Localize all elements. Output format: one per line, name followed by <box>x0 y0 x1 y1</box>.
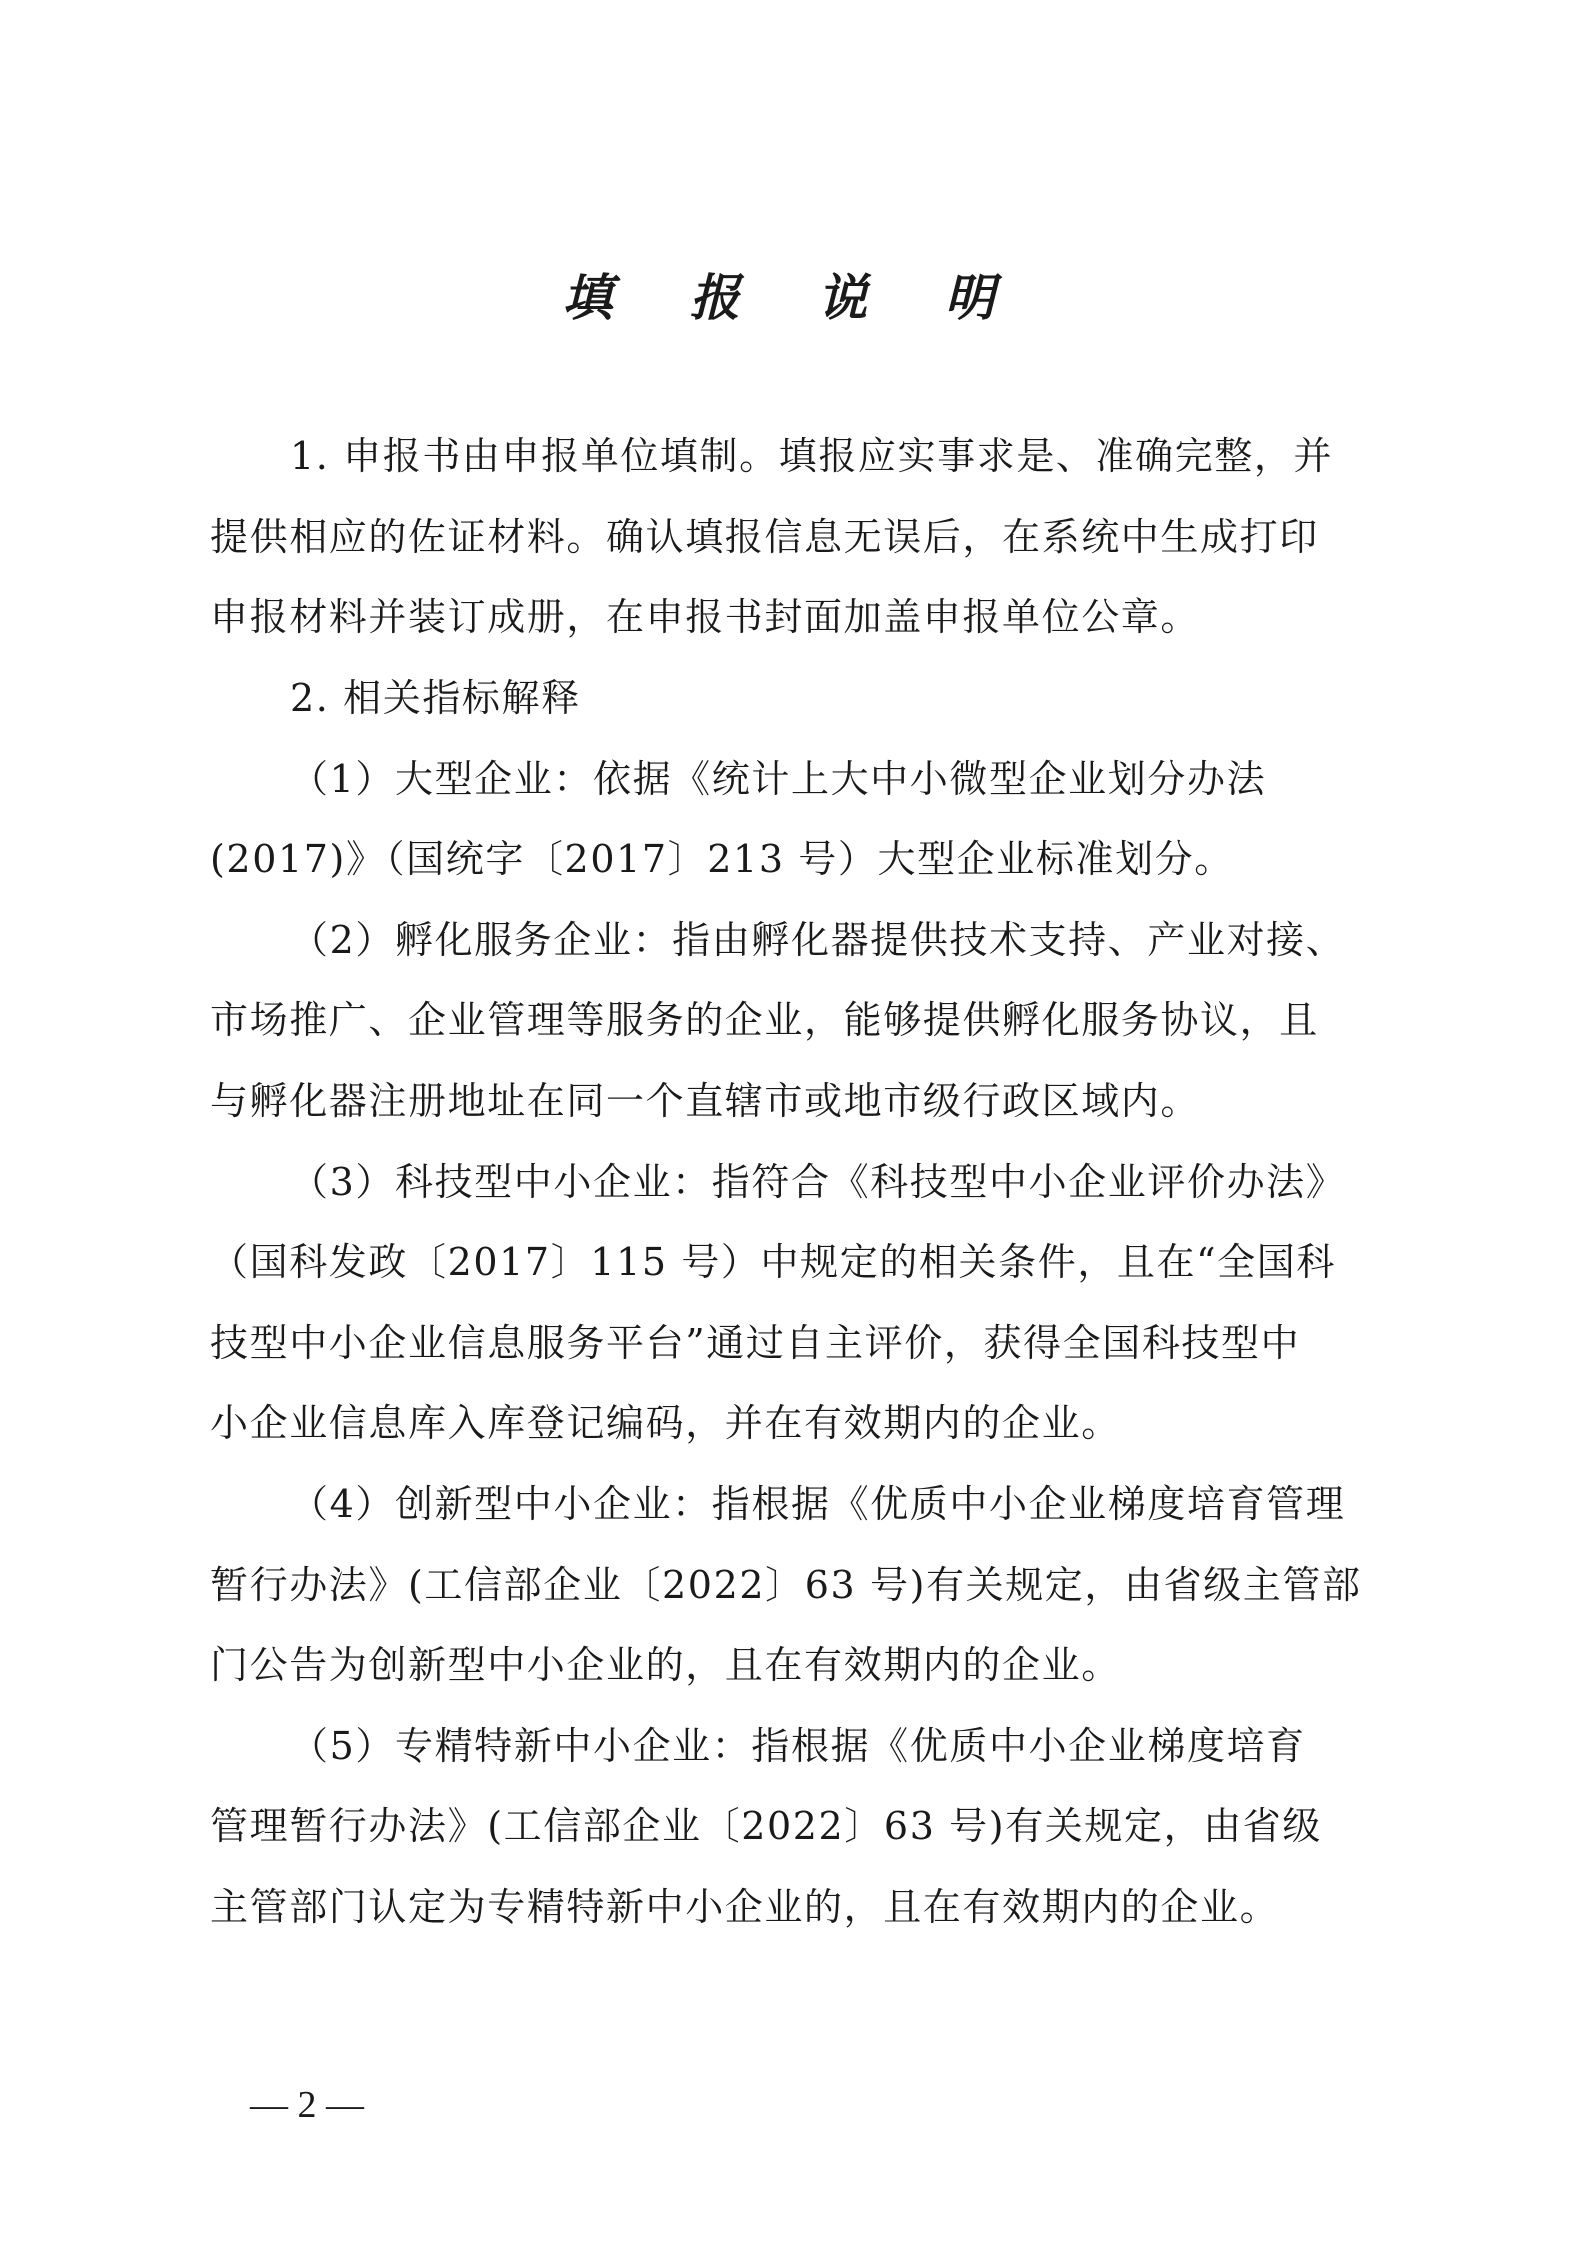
paragraph-line: 门公告为创新型中小企业的，且在有效期内的企业。 <box>210 1643 1121 1687</box>
paragraph-line: 申报材料并装订成册，在申报书封面加盖申报单位公章。 <box>210 595 1201 639</box>
section-heading: 2. 相关指标解释 <box>290 676 581 720</box>
paragraph-line: （国科发政〔2017〕115 号）中规定的相关条件，且在“全国科 <box>210 1240 1336 1284</box>
paragraph-line: （5）专精特新中小企业：指根据《优质中小企业梯度培育 <box>290 1724 1306 1768</box>
paragraph-line: 技型中小企业信息服务平台”通过自主评价，获得全国科技型中 <box>210 1321 1301 1365</box>
paragraph-line: 1. 申报书由申报单位填制。填报应实事求是、准确完整，并 <box>290 434 1334 478</box>
paragraph-line: 提供相应的佐证材料。确认填报信息无误后，在系统中生成打印 <box>210 515 1319 559</box>
paragraph-line: (2017)》（国统字〔2017〕213 号）大型企业标准划分。 <box>210 837 1234 881</box>
paragraph-line: 与孵化器注册地址在同一个直辖市或地市级行政区域内。 <box>210 1079 1201 1123</box>
paragraph-line: 管理暂行办法》(工信部企业〔2022〕63 号)有关规定，由省级 <box>210 1804 1322 1848</box>
paragraph-line: （2）孵化服务企业：指由孵化器提供技术支持、产业对接、 <box>290 918 1346 962</box>
paragraph-line: 暂行办法》(工信部企业〔2022〕63 号)有关规定，由省级主管部 <box>210 1563 1362 1607</box>
paragraph-line: （3）科技型中小企业：指符合《科技型中小企业评价办法》 <box>290 1160 1346 1204</box>
paragraph-line: 市场推广、企业管理等服务的企业，能够提供孵化服务协议，且 <box>210 998 1319 1042</box>
page-title: 填 报 说 明 <box>562 269 1025 327</box>
page-number: — 2 — <box>250 2084 364 2126</box>
paragraph-line: （1）大型企业：依据《统计上大中小微型企业划分办法 <box>290 757 1267 801</box>
paragraph-line: （4）创新型中小企业：指根据《优质中小企业梯度培育管理 <box>290 1482 1346 1526</box>
paragraph-line: 主管部门认定为专精特新中小企业的，且在有效期内的企业。 <box>210 1885 1280 1929</box>
paragraph-line: 小企业信息库入库登记编码，并在有效期内的企业。 <box>210 1401 1121 1445</box>
